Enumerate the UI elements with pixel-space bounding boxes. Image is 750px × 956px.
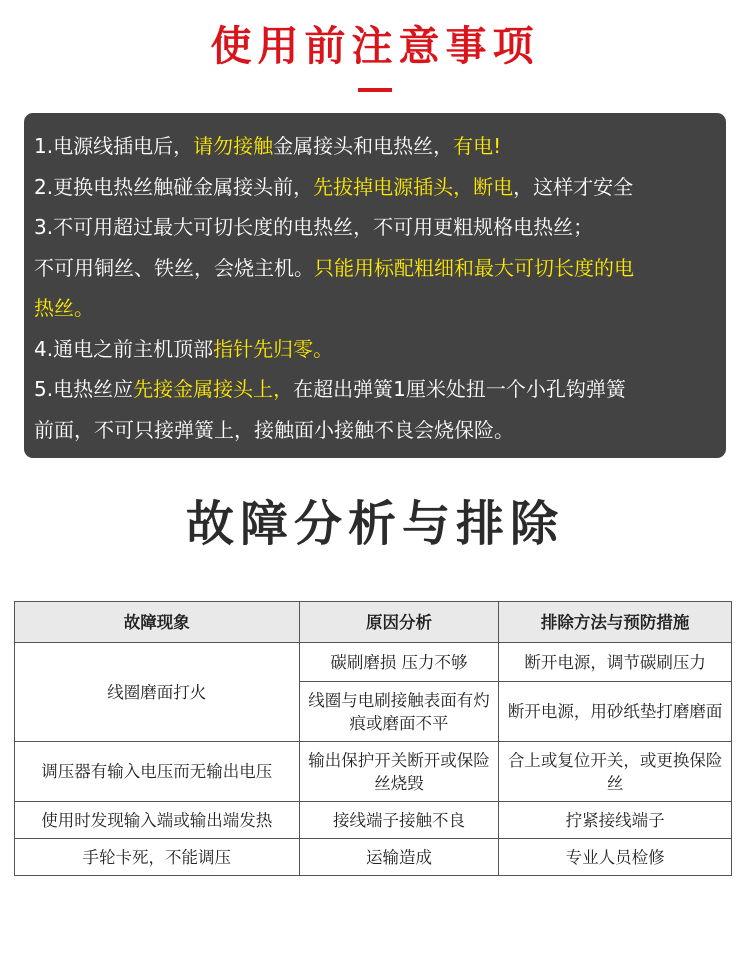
cause-cell: 输出保护开关断开或保险丝烧毁 — [299, 742, 499, 802]
fix-cell: 合上或复位开关，或更换保险丝 — [499, 742, 732, 802]
table-row — [15, 643, 732, 682]
fix-cell: 专业人员检修 — [499, 839, 732, 876]
notice-text: ，这样才安全 — [513, 174, 634, 199]
notice-highlight: 请勿接触 — [193, 134, 274, 158]
cause-cell: 线圈与电刷接触表面有灼痕或磨面不平 — [299, 682, 499, 742]
notice-text: 3.不可用超过最大可切长度的电热丝，不可用更粗规格电热丝； — [34, 215, 594, 239]
notice-highlight: 先拔掉电源插头，断电 — [313, 174, 514, 199]
column-header: 原因分析 — [299, 602, 499, 643]
notice-highlight: 热丝。 — [34, 296, 94, 320]
fix-cell: 断开电源，用砂纸垫打磨磨面 — [499, 682, 732, 742]
table-row — [15, 839, 732, 876]
title-underline — [358, 88, 392, 92]
notice-text: 在超出弹簧1厘米处扭一个小孔钩弹簧 — [293, 377, 626, 401]
notice-highlight: 先接金属接头上， — [133, 377, 294, 401]
phenomenon-cell: 线圈磨面打火 — [15, 643, 300, 742]
cause-cell: 碳刷磨损 压力不够 — [299, 643, 499, 682]
table-row — [15, 802, 732, 839]
column-header: 故障现象 — [15, 602, 300, 643]
notice-text: 不可用铜丝、铁丝，会烧主机。 — [34, 255, 314, 280]
cause-cell: 接线端子接触不良 — [299, 802, 499, 839]
notice-highlight: 只能用标配粗细和最大可切长度的电 — [314, 255, 634, 280]
fix-cell: 拧紧接线端子 — [499, 802, 732, 839]
notice-text: 1.电源线插电后， — [34, 134, 194, 158]
fix-cell: 断开电源，调节碳刷压力 — [499, 643, 732, 682]
table-row — [15, 742, 732, 802]
notice-text: 金属接头和电热丝， — [273, 134, 454, 158]
phenomenon-cell: 使用时发现输入端或输出端发热 — [15, 802, 300, 839]
notice-highlight: 有电! — [453, 134, 502, 158]
notice-line-3 — [34, 207, 716, 248]
table-header-row — [15, 602, 732, 643]
section-title: 故障分析与排除 — [185, 496, 564, 552]
phenomenon-cell: 调压器有输入电压而无输出电压 — [15, 742, 300, 802]
notice-highlight: 指针先归零。 — [213, 336, 334, 361]
notice-line-7 — [34, 369, 716, 410]
notice-text: 4.通电之前主机顶部 — [34, 336, 214, 361]
cause-cell: 运输造成 — [299, 839, 499, 876]
column-header: 排除方法与预防措施 — [499, 602, 732, 643]
notice-text: 5.电热丝应 — [34, 377, 134, 401]
page-title: 使用前注意事项 — [210, 22, 540, 70]
notice-text: 2.更换电热丝触碰金属接头前， — [34, 174, 314, 199]
notice-line-1 — [34, 126, 716, 167]
notice-line-2 — [34, 167, 716, 208]
notice-panel — [24, 113, 726, 458]
notice-line-4 — [34, 248, 716, 289]
fault-table — [14, 601, 732, 876]
notice-line-5 — [34, 288, 716, 329]
phenomenon-cell: 手轮卡死，不能调压 — [15, 839, 300, 876]
notice-line-8 — [34, 410, 716, 451]
notice-line-6 — [34, 329, 716, 370]
notice-text: 前面，不可只接弹簧上，接触面小接触不良会烧保险。 — [34, 417, 514, 442]
